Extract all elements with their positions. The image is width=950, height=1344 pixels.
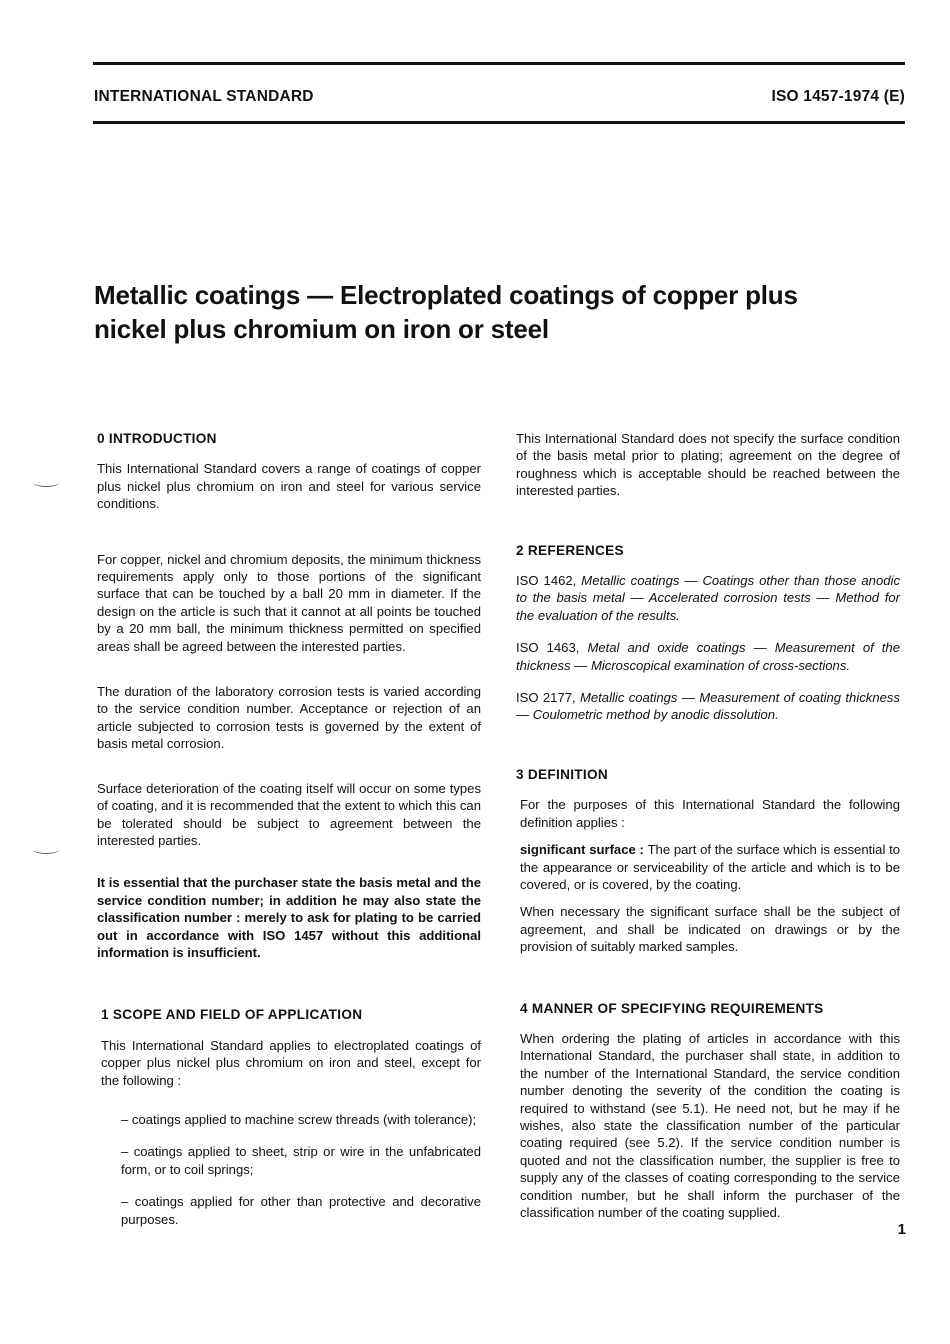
intro-paragraph-1: This International Standard covers a range of coatings of copper plus nickel plus chromium on iron and steel for various service conditions. <box>97 461 481 512</box>
reference-iso-2177 <box>516 689 900 724</box>
section-2-heading: 2 REFERENCES <box>516 542 624 558</box>
section-4-heading: 4 MANNER OF SPECIFYING REQUIREMENTS <box>520 1000 824 1016</box>
reference-code: ISO 1463, <box>516 640 588 656</box>
header-bottom-rule <box>93 121 905 124</box>
reference-title: Metal and oxide coatings — Measurement of the thickness — Microscopical examination of cross-sections. <box>516 640 900 673</box>
reference-iso-1462 <box>516 572 900 624</box>
title-line-2: nickel plus chromium on iron or steel <box>94 314 549 344</box>
definition-intro: For the purposes of this International Standard the following definition applies : <box>520 797 900 830</box>
reference-code: ISO 2177, <box>516 690 580 706</box>
definition-entry <box>516 841 900 893</box>
document-title <box>94 278 894 346</box>
header-standard-number: ISO 1457-1974 (E) <box>771 88 905 105</box>
reference-title: Metallic coatings — Coatings other than those anodic to the basis metal — Accelerated corrosion tests — Method for the evaluation of the results. <box>516 573 900 623</box>
title-line-1: Metallic coatings — Electroplated coatings of copper plus <box>94 280 798 310</box>
scan-mark <box>33 845 59 854</box>
scope-item-3: – coatings applied for other than protective and decorative purposes. <box>121 1194 481 1227</box>
reference-iso-1463 <box>516 639 900 674</box>
page-number: 1 <box>897 1221 906 1238</box>
left-column <box>97 430 481 1243</box>
header-standard-label: INTERNATIONAL STANDARD <box>94 88 314 105</box>
section-1-heading: 1 SCOPE AND FIELD OF APPLICATION <box>101 1007 363 1023</box>
section-3-heading: 3 DEFINITION <box>516 766 608 782</box>
scan-mark <box>33 478 59 487</box>
reference-code: ISO 1462, <box>516 573 582 589</box>
header-top-rule <box>93 62 905 65</box>
reference-title: Metallic coatings — Measurement of coating thickness — Coulometric method by anodic dissolution. <box>516 690 900 723</box>
definition-text: The part of the surface which is essential to the appearance or serviceability of the article and which is to be covered, or is covered, by the coating. <box>520 842 900 892</box>
section-0-heading: 0 INTRODUCTION <box>97 431 217 446</box>
intro-bold-notice: It is essential that the purchaser state the basis metal and the service condition number; in addition he may also state the classification number : merely to ask for plating to be carried out in accordance with ISO 1457 without this additional information is insufficient. <box>97 875 481 960</box>
definition-note: When necessary the significant surface shall be the subject of agreement, and shall be indicated on drawings or by the provision of suitably marked samples. <box>520 904 900 955</box>
intro-paragraph-4: Surface deterioration of the coating itself will occur on some types of coating, and it is recommended that the extent to which this can be tolerated should be subject to agreement between the interested parties. <box>97 780 481 848</box>
scope-item-1: – coatings applied to machine screw threads (with tolerance); <box>121 1111 477 1127</box>
definition-term: significant surface : <box>520 842 648 858</box>
requirements-paragraph: When ordering the plating of articles in accordance with this International Standard, the purchaser shall state, in addition to the number of the International Standard, the service condition number denoting the severity of the condition the coating is required to withstand (see 5.1). He need not, but he may if he wishes, also state the classification number of the particular coating required (see 5.2). If the service condition number is quoted and not the classification number, the supplier is free to supply any of the classes of coating corresponding to the service condition number, but he shall inform the purchaser of the classification number of the coating supplied. <box>520 1030 900 1220</box>
intro-continuation: This International Standard does not specify the surface condition of the basis metal prior to plating; agreement on the degree of roughness which is acceptable should be reached between the interested parties. <box>516 431 900 499</box>
scope-paragraph-1: This International Standard applies to electroplated coatings of copper plus nickel plus chromium on iron and steel, except for the following : <box>101 1037 481 1088</box>
intro-paragraph-2: For copper, nickel and chromium deposits, the minimum thickness requirements apply only to those portions of the significant surface that can be touched by a ball 20 mm in diameter. If the design on the article is such that it cannot at all points be touched by a 20 mm ball, the minimum thickness permitted on specified areas shall be agreed between the interested parties. <box>97 551 481 654</box>
intro-paragraph-3: The duration of the laboratory corrosion tests is varied according to the service condition number. Acceptance or rejection of an article subjected to corrosion tests is governed by the extent of basis metal corrosion. <box>97 684 481 752</box>
right-column <box>516 430 900 1236</box>
scope-item-2: – coatings applied to sheet, strip or wire in the unfabricated form, or to coil springs; <box>121 1144 481 1177</box>
